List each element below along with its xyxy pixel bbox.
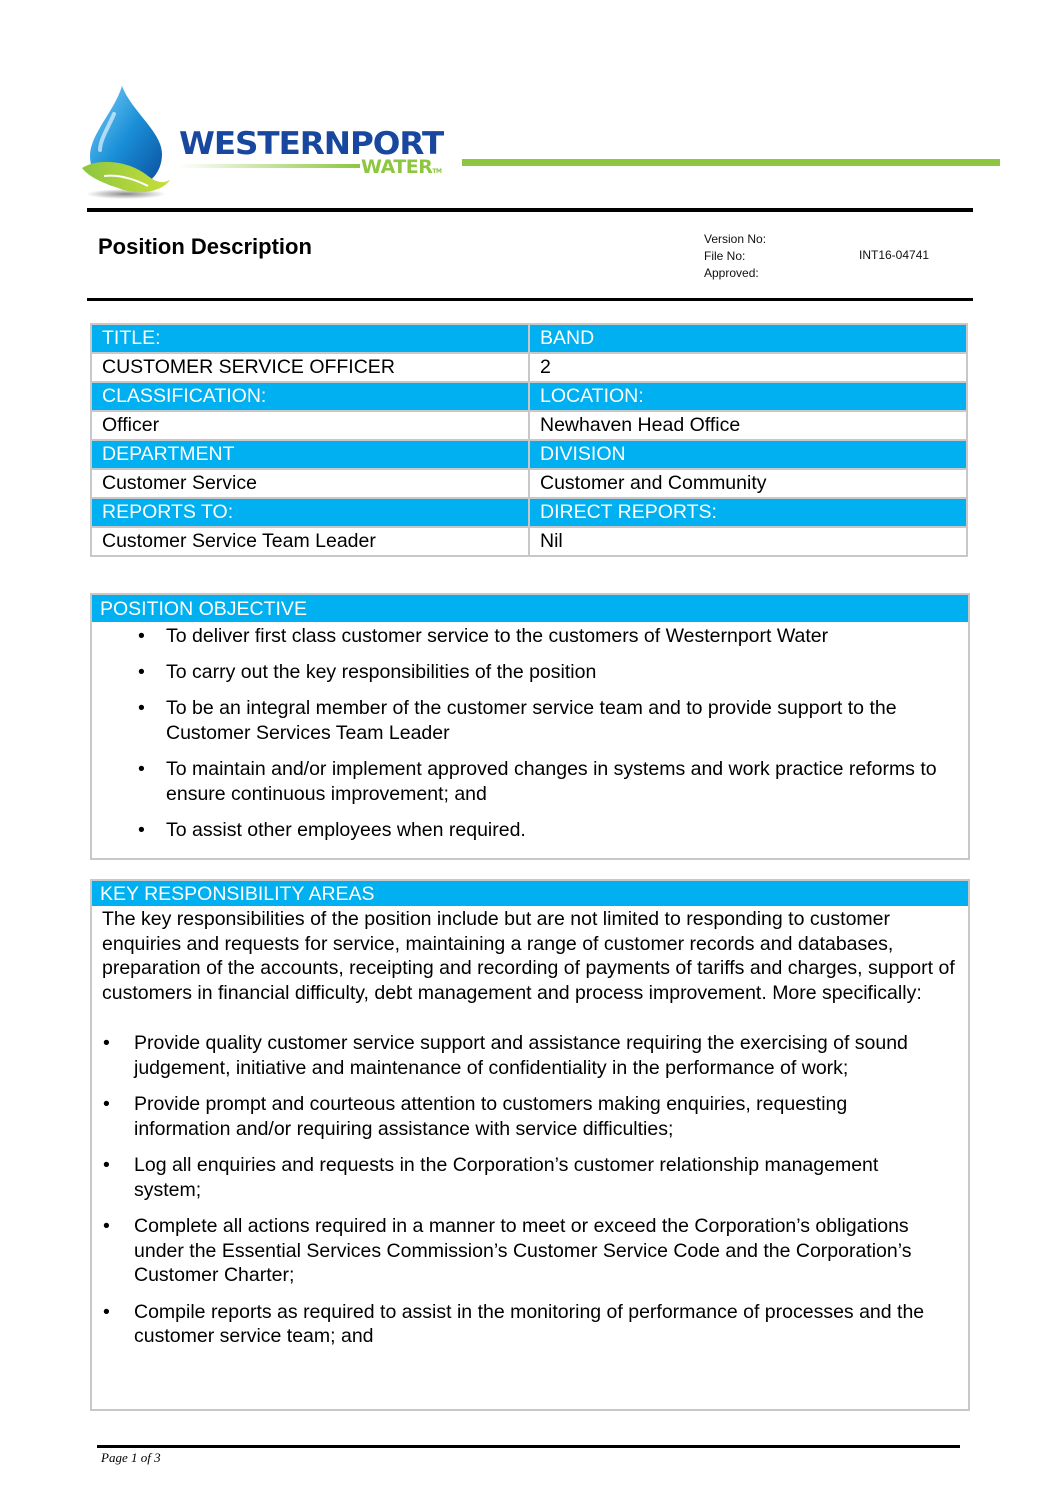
location-value: Newhaven Head Office <box>529 411 967 440</box>
location-label: LOCATION: <box>529 382 967 411</box>
logo-gradient-rule <box>178 164 360 168</box>
reports-to-value: Customer Service Team Leader <box>91 527 529 556</box>
table-row <box>91 411 967 440</box>
list-item <box>92 1214 968 1288</box>
reports-to-label: REPORTS TO: <box>91 498 529 527</box>
bullet-icon: • <box>138 819 145 841</box>
list-item-text: To be an integral member of the customer service team and to provide support to the Customer Services Team Leader <box>166 697 897 744</box>
file-no-label: File No: <box>704 249 746 263</box>
approved-label: Approved: <box>704 266 759 280</box>
brand-water-text: WATER <box>361 156 433 178</box>
band-value: 2 <box>529 353 967 382</box>
position-objective-list <box>92 624 968 843</box>
position-objective-section <box>90 593 970 860</box>
department-label: DEPARTMENT <box>91 440 529 469</box>
position-info-table <box>90 323 968 557</box>
bullet-icon: • <box>138 758 145 780</box>
list-item-text: Provide prompt and courteous attention to customers making enquiries, requesting information and/or requiring assistance with service difficulties; <box>134 1093 848 1140</box>
classification-value: Officer <box>91 411 529 440</box>
brand-name-bottom <box>361 156 441 178</box>
list-item <box>92 818 968 843</box>
band-label: BAND <box>529 324 967 353</box>
bullet-icon: • <box>138 697 145 719</box>
title-value: CUSTOMER SERVICE OFFICER <box>91 353 529 382</box>
header-top-rule <box>87 208 973 212</box>
list-item-text: To assist other employees when required. <box>166 819 526 841</box>
list-item-text: Log all enquiries and requests in the Corporation’s customer relationship management system; <box>134 1154 879 1201</box>
bullet-icon: • <box>103 1154 110 1176</box>
document-meta-labels <box>704 231 766 282</box>
list-item <box>92 696 968 746</box>
position-objective-heading: POSITION OBJECTIVE <box>92 595 968 622</box>
bullet-icon: • <box>103 1300 110 1323</box>
table-row <box>91 440 967 469</box>
table-row <box>91 498 967 527</box>
table-row <box>91 469 967 498</box>
division-value: Customer and Community <box>529 469 967 498</box>
page-number: Page 1 of 3 <box>101 1450 161 1465</box>
list-item <box>92 660 968 685</box>
classification-label: CLASSIFICATION: <box>91 382 529 411</box>
list-item-text: To carry out the key responsibilities of the position <box>166 661 597 683</box>
list-item <box>92 1092 968 1141</box>
brand-name-top: WESTERNPORT <box>179 126 444 162</box>
list-item <box>92 757 968 807</box>
bullet-icon: • <box>103 1215 110 1237</box>
header-bottom-rule <box>87 298 973 301</box>
table-row <box>91 353 967 382</box>
list-item <box>92 1300 968 1349</box>
table-row <box>91 527 967 556</box>
key-responsibilities-intro: The key responsibilities of the position include but are not limited to responding to customer enquiries and requests for service, maintaining a range of customer records and databases, preparation of the accounts, receipting and recording of payments of tariffs and charges, support of customers in financial difficulty, debt management and process improvement. More specifically: <box>102 908 955 1004</box>
bullet-icon: • <box>138 661 145 683</box>
title-label: TITLE: <box>91 324 529 353</box>
division-label: DIVISION <box>529 440 967 469</box>
trademark-mark: TM <box>432 168 442 175</box>
file-no-value: INT16-04741 <box>859 248 930 262</box>
key-responsibilities-heading: KEY RESPONSIBILITY AREAS <box>92 881 968 906</box>
footer-rule <box>97 1445 960 1448</box>
document-title: Position Description <box>98 234 312 259</box>
key-responsibilities-section <box>90 879 970 1411</box>
department-value: Customer Service <box>91 469 529 498</box>
list-item <box>92 1153 968 1202</box>
list-item-text: To deliver first class customer service to the customers of Westernport Water <box>166 625 829 647</box>
list-item <box>92 1031 968 1080</box>
westernport-water-logo <box>78 84 1008 204</box>
bullet-icon: • <box>103 1093 110 1115</box>
table-row <box>91 382 967 411</box>
logo-green-bar <box>462 159 1000 166</box>
list-item <box>92 624 968 649</box>
list-item-text: Compile reports as required to assist in the monitoring of performance of processes and the customer service team; and <box>134 1300 925 1347</box>
direct-reports-label: DIRECT REPORTS: <box>529 498 967 527</box>
direct-reports-value: Nil <box>529 527 967 556</box>
table-row <box>91 324 967 353</box>
list-item-text: To maintain and/or implement approved changes in systems and work practice reforms to ensure continuous improvement; and <box>166 758 937 805</box>
bullet-icon: • <box>103 1032 110 1054</box>
version-no-label: Version No: <box>704 232 767 246</box>
key-responsibilities-list <box>92 1031 968 1349</box>
list-item-text: Complete all actions required in a manner to meet or exceed the Corporation’s obligations under the Essential Services Commission’s Customer Service Code and the Corporation’s Customer Charter; <box>134 1215 912 1286</box>
bullet-icon: • <box>138 625 145 647</box>
water-drop-leaf-icon <box>78 84 178 204</box>
list-item-text: Provide quality customer service support and assistance requiring the exercising of sound judgement, initiative and maintenance of confidentiality in the performance of work; <box>134 1032 908 1079</box>
